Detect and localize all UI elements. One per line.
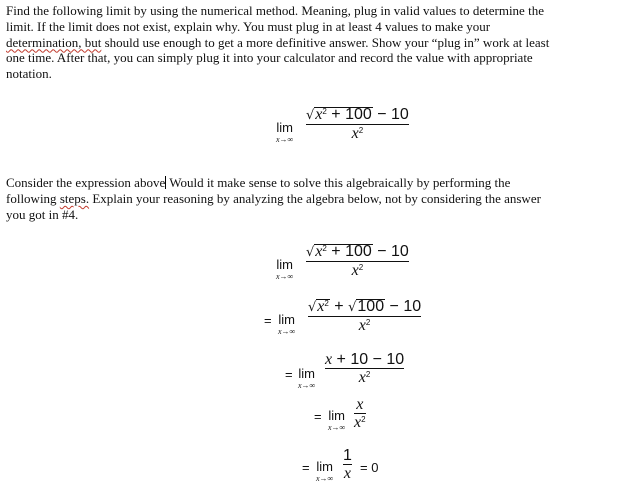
fraction: 1 x	[343, 447, 352, 482]
fraction: $√x^2 + 100 - 10$ $x^2$	[306, 243, 409, 279]
fraction: x + 10 − 10 $x^2$	[325, 351, 405, 386]
limit-operator: lim x→∞	[278, 312, 296, 336]
limit-operator: lim x→∞	[276, 120, 294, 144]
text-line: Consider the expression above Would it make sense to solve this algebraically by performing the	[6, 175, 511, 190]
limit-operator: lim x→∞	[276, 257, 294, 281]
text-line: Find the following limit by using the numerical method. Meaning, plug in valid values to determine the	[6, 3, 544, 18]
instructions-paragraph	[6, 3, 620, 82]
limit-operator: lim x→∞	[316, 459, 334, 483]
text-line: you got in #4.	[6, 206, 79, 222]
fraction: x $x^2$	[354, 396, 366, 431]
spellcheck-underlined-text: determination, but	[6, 34, 102, 50]
text-line: following steps. Explain your reasoning by analyzing the algebra below, not by considering the answer	[6, 190, 541, 206]
question-paragraph	[6, 175, 620, 222]
fraction: $√x^2 + √100 - 10$ $x^2$	[308, 298, 422, 334]
equals-sign: =	[314, 409, 322, 424]
equals-sign: =	[264, 313, 272, 328]
equals-sign: =	[285, 367, 293, 382]
text-line: limit. If the limit does not exist, explain why. You must plug in at least 4 values to make your	[6, 18, 491, 34]
text-line: determination, but should use enough to get a more definitive answer. Show your “plug in” work at least	[6, 34, 550, 50]
spellcheck-underlined-text: steps.	[59, 190, 90, 206]
result: = 0	[360, 460, 379, 475]
text-line: one time. After that, you can simply plug it into your calculator and record the value with appropriate	[6, 50, 533, 66]
equals-sign: =	[302, 460, 310, 475]
text-line: notation.	[6, 66, 52, 82]
limit-operator: lim x→∞	[298, 366, 316, 390]
fraction: $√x^2 + 100 - 10$ $x^2$	[306, 106, 409, 142]
limit-operator: lim x→∞	[328, 408, 346, 432]
